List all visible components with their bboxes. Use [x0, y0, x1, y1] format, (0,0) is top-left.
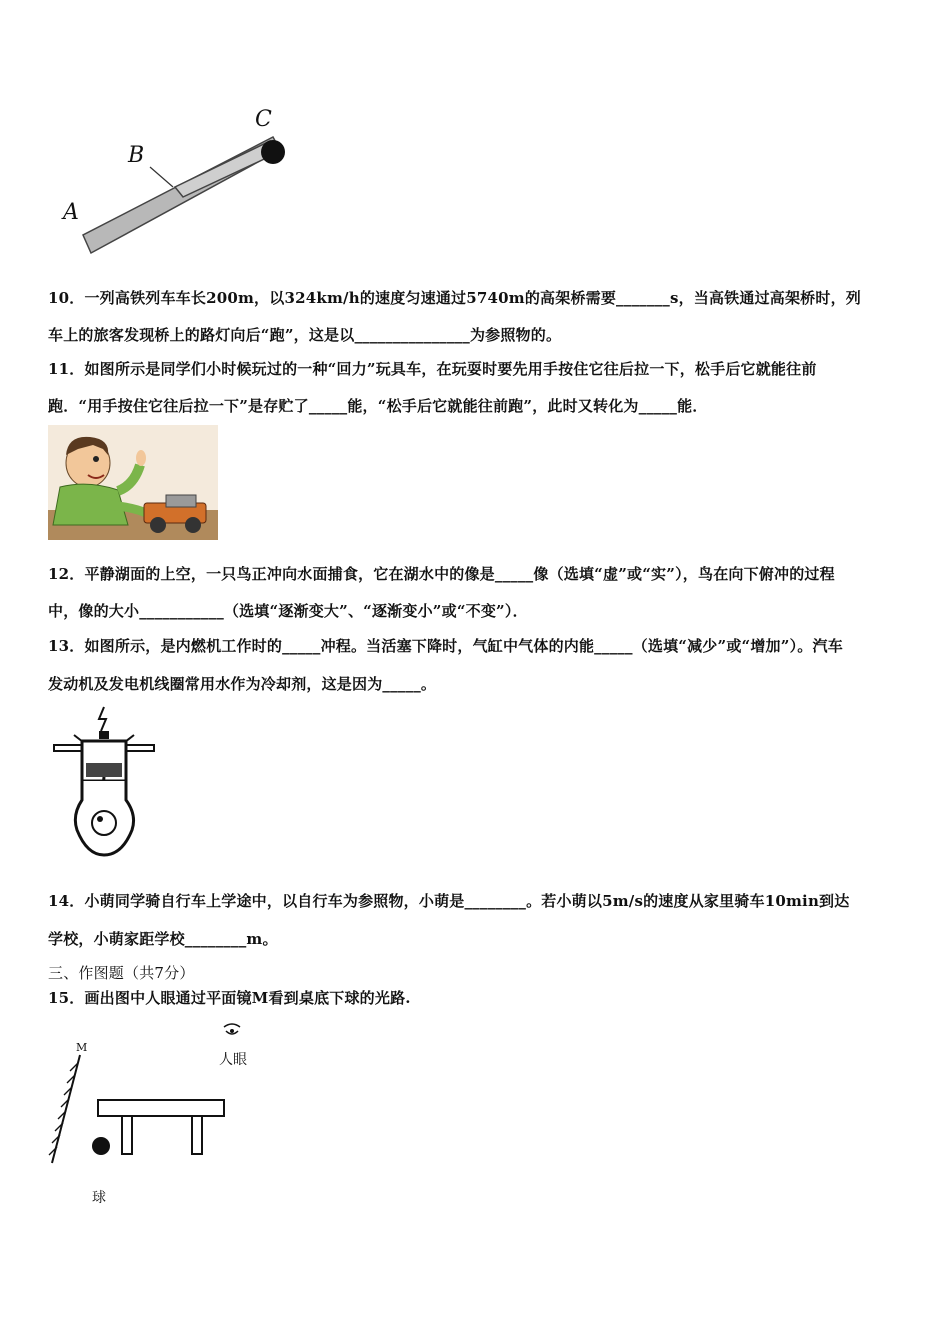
- lever-figure: [55, 105, 295, 260]
- engine-diagram: [52, 705, 157, 857]
- q11-line1: 11．如图所示是同学们小时候玩过的一种“回力”玩具车，在玩耍时要先用手按住它往后拉一下，松手后它就能往前: [48, 360, 817, 378]
- eye-label: 人眼: [219, 1052, 247, 1068]
- section-3-title: 三、作图题（共7分）: [48, 964, 195, 982]
- ball-label: 球: [92, 1190, 106, 1206]
- q12-line2: 中，像的大小___________（选填“逐渐变大”、“逐渐变小”或“不变”）．: [48, 602, 528, 620]
- q13-line1: 13．如图所示，是内燃机工作时的_____冲程。当活塞下降时，气缸中气体的内能_____（选填“减少”或“增加”）。汽车: [48, 637, 843, 655]
- q14-line1: 14．小萌同学骑自行车上学途中，以自行车为参照物，小萌是________。若小萌以5m/s的速度从家里骑车10min到达: [48, 892, 850, 910]
- q12-line1: 12．平静湖面的上空，一只鸟正冲向水面捕食，它在湖水中的像是_____像（选填“虚”或“实”），鸟在向下俯冲的过程: [48, 565, 835, 583]
- q14-line2: 学校，小萌家距学校________m。: [48, 930, 278, 948]
- lever-label-c: C: [255, 107, 272, 132]
- mirror-label-m: M: [76, 1041, 88, 1054]
- engine-figure: [52, 705, 157, 857]
- mirror-figure: [44, 1015, 264, 1215]
- q11-line2: 跑．“用手按住它往后拉一下”是存贮了_____能，“松手后它就能往前跑”，此时又转化为_____能．: [48, 397, 708, 415]
- q15-line1: 15．画出图中人眼通过平面镜M看到桌底下球的光路.: [48, 989, 411, 1007]
- q10-line2: 车上的旅客发现桥上的路灯向后“跑”，这是以_______________为参照物的。: [48, 326, 562, 344]
- q10-line1: 10．一列高铁列车车长200m，以324km/h的速度匀速通过5740m的高架桥需要_______s，当高铁通过高架桥时，列: [48, 289, 861, 307]
- toy-car-picture: [48, 425, 218, 540]
- lever-label-b: B: [128, 143, 145, 168]
- lever-label-a: A: [63, 200, 79, 225]
- toy-car-figure: [48, 425, 218, 540]
- q13-line2: 发动机及发电机线圈常用水作为冷却剂，这是因为_____。: [48, 675, 437, 693]
